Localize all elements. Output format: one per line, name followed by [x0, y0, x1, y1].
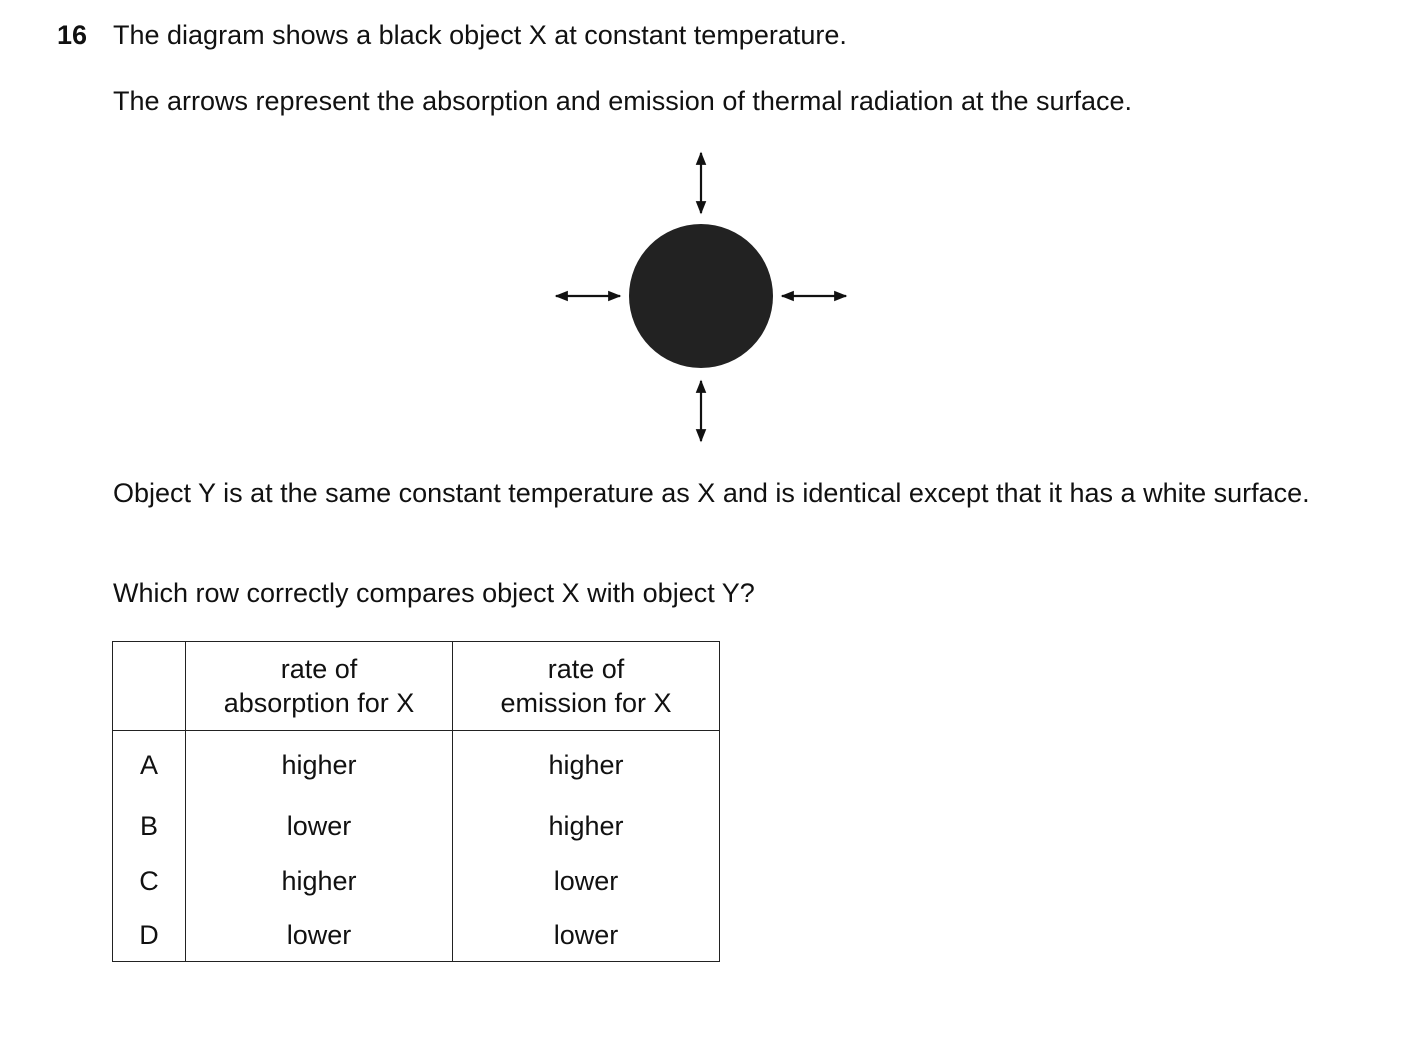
header-absorption-line2: absorption for X — [223, 688, 415, 718]
radiation-diagram — [550, 145, 855, 450]
black-object-x — [629, 224, 773, 368]
table-row — [113, 731, 720, 800]
row-letter: A — [113, 731, 186, 800]
header-absorption — [186, 642, 453, 731]
row-emission: lower — [453, 909, 720, 962]
row-letter: D — [113, 909, 186, 962]
row-absorption: lower — [186, 799, 453, 854]
answer-table — [112, 641, 720, 962]
header-emission-line1: rate of — [547, 654, 625, 684]
row-letter: B — [113, 799, 186, 854]
row-emission: lower — [453, 854, 720, 909]
row-absorption: lower — [186, 909, 453, 962]
question-prompt: Which row correctly compares object X with object Y? — [113, 578, 755, 608]
row-emission: higher — [453, 731, 720, 800]
table-row — [113, 909, 720, 962]
header-emission-line2: emission for X — [500, 688, 672, 718]
row-absorption: higher — [186, 731, 453, 800]
header-absorption-line1: rate of — [280, 654, 358, 684]
question-number: 16 — [57, 20, 88, 50]
row-emission: higher — [453, 799, 720, 854]
intro-text: The diagram shows a black object X at constant temperature. — [113, 20, 847, 50]
table-row — [113, 854, 720, 909]
header-emission — [453, 642, 720, 731]
row-absorption: higher — [186, 854, 453, 909]
arrows-description: The arrows represent the absorption and emission of thermal radiation at the surface. — [113, 86, 1133, 116]
table-header-row — [113, 642, 720, 731]
table-row — [113, 799, 720, 854]
object-y-text: Object Y is at the same constant temperature as X and is identical except that it has a white surface. — [113, 478, 1310, 508]
row-letter: C — [113, 854, 186, 909]
header-letter — [113, 642, 186, 731]
